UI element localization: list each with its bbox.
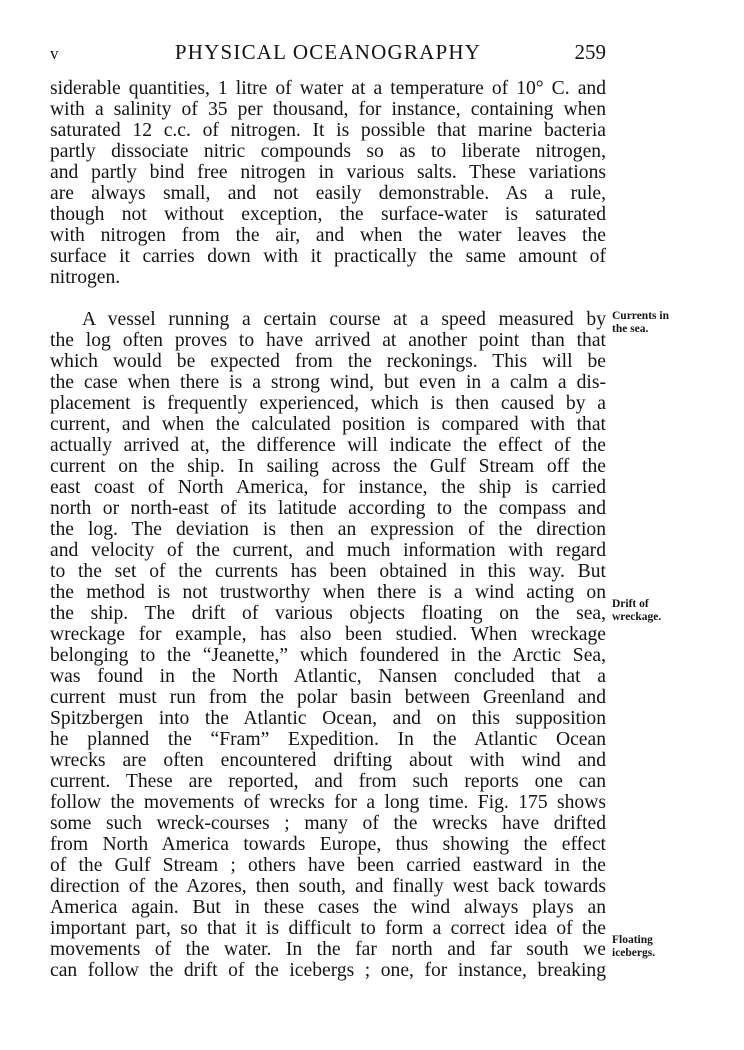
running-title: PHYSICAL OCEANOGRAPHY [174,40,482,64]
paragraph-2-line-30: important part, so that it is difficult to form a correct idea of the [50,918,606,939]
side-note-icebergs-line-1: Floating [612,934,653,946]
paragraph-2-line-18: was found in the North Atlantic, Nansen concluded that a [50,666,606,687]
paragraph-2-line-19: current must run from the polar basin between Greenland and [50,687,606,708]
paragraph-2-line-32: can follow the drift of the icebergs ; one, for instance, breaking [50,960,606,981]
paragraph-2-line-5: placement is frequently experienced, which is then caused by a [50,393,606,414]
paragraph-2-line-10: north or north-east of its latitude according to the compass and [50,498,606,519]
paragraph-2-line-11: the log. The deviation is then an expression of the direction [50,519,606,540]
paragraph-2-line-20: Spitzbergen into the Atlantic Ocean, and on this supposition [50,708,606,729]
paragraph-2-line-16: wreckage for example, has also been studied. When wreckage [50,624,606,645]
side-note-icebergs [612,934,742,960]
paragraph-2-line-7: actually arrived at, the difference will indicate the effect of the [50,435,606,456]
paragraph-2-line-22: wrecks are often encountered drifting about with wind and [50,750,606,771]
side-note-wreckage-line-1: Drift of [612,598,649,610]
paragraph-2-line-31: movements of the water. In the far north and far south we [50,939,606,960]
side-note-currents [612,310,742,336]
paragraph-1-line-6: are always small, and not easily demonstrable. As a rule, [50,183,606,204]
chapter-number: v [50,44,59,63]
paragraph-2-line-6: current, and when the calculated position is compared with that [50,414,606,435]
paragraph-1-line-10: nitrogen. [50,267,121,288]
page-number: 259 [574,40,606,64]
paragraph-2-line-26: from North America towards Europe, thus showing the effect [50,834,606,855]
side-note-wreckage [612,598,742,624]
paragraph-2-line-23: current. These are reported, and from such reports one can [50,771,606,792]
side-note-currents-line-1: Currents in [612,310,669,322]
paragraph-2-line-14: the method is not trustworthy when there is a wind acting on [50,582,606,603]
paragraph-2-line-29: America again. But in these cases the wind always plays an [50,897,606,918]
paragraph-2-line-3: which would be expected from the reckonings. This will be [50,351,606,372]
paragraph-2-line-8: current on the ship. In sailing across the Gulf Stream off the [50,456,606,477]
side-note-currents-line-2: the sea. [612,323,649,335]
paragraph-2-line-27: of the Gulf Stream ; others have been carried eastward in the [50,855,606,876]
paragraph-1-line-7: though not without exception, the surface-water is saturated [50,204,606,225]
paragraph-2-line-21: he planned the “Fram” Expedition. In the Atlantic Ocean [50,729,606,750]
paragraph-2-line-12: and velocity of the current, and much information with regard [50,540,606,561]
paragraph-2-line-4: the case when there is a strong wind, but even in a calm a dis- [50,372,606,393]
paragraph-1-line-3: saturated 12 c.c. of nitrogen. It is possible that marine bacteria [50,120,606,141]
paragraph-2-line-2: the log often proves to have arrived at another point than that [50,330,606,351]
paragraph-2-line-24: follow the movements of wrecks for a long time. Fig. 175 shows [50,792,606,813]
paragraph-2-line-1: A vessel running a certain course at a speed measured by [82,309,606,330]
paragraph-1-line-4: partly dissociate nitric compounds so as to liberate nitrogen, [50,141,606,162]
paragraph-2-line-17: belonging to the “Jeanette,” which foundered in the Arctic Sea, [50,645,606,666]
side-note-icebergs-line-2: icebergs. [612,947,656,959]
paragraph-2-line-28: direction of the Azores, then south, and finally west back towards [50,876,606,897]
paragraph-1-line-8: with nitrogen from the air, and when the water leaves the [50,225,606,246]
paragraph-1-line-2: with a salinity of 35 per thousand, for instance, containing when [50,99,606,120]
side-note-wreckage-line-2: wreckage. [612,611,662,623]
paragraph-2-line-25: some such wreck-courses ; many of the wrecks have drifted [50,813,606,834]
paragraph-2-line-9: east coast of North America, for instance, the ship is carried [50,477,606,498]
paragraph-2-line-15: the ship. The drift of various objects floating on the sea, [50,603,606,624]
paragraph-1-line-9: surface it carries down with it practically the same amount of [50,246,606,267]
running-head [50,40,606,70]
paragraph-1-line-5: and partly bind free nitrogen in various salts. These variations [50,162,606,183]
paragraph-2-line-13: to the set of the currents has been obtained in this way. But [50,561,606,582]
paragraph-1-line-1: siderable quantities, 1 litre of water at a temperature of 10° C. and [50,78,606,99]
